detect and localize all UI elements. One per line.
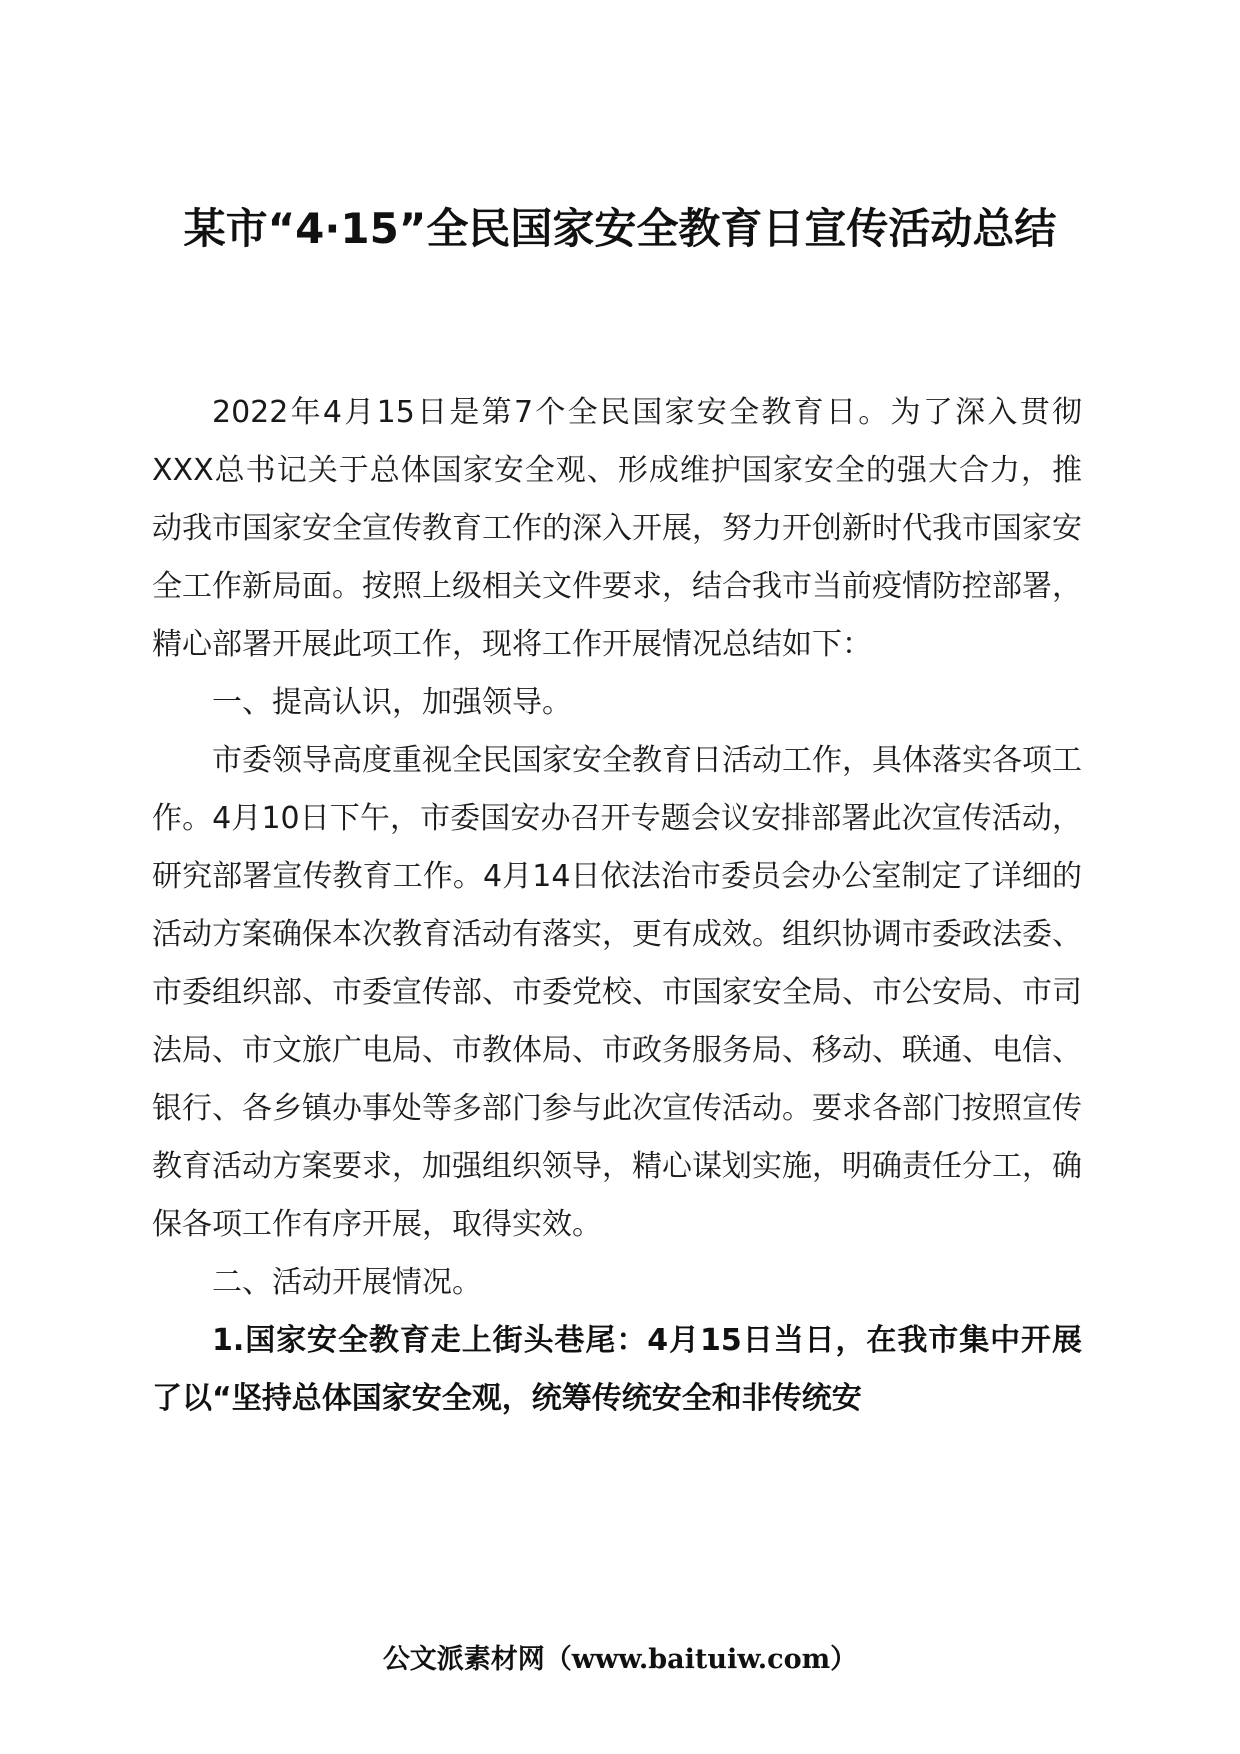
intro-paragraph: 2022年4月15日是第7个全民国家安全教育日。为了深入贯彻XXX总书记关于总体国家安全观、形成维护国家安全的强大合力，推动我市国家安全宣传教育工作的深入开展，努力开创新时代我市国家安全工作新局面。按照上级相关文件要求，结合我市当前疫情防控部署，精心部署开展此项工作，现将工作开展情况总结如下： bbox=[152, 395, 1082, 662]
subsection-1-paragraph: 1.国家安全教育走上街头巷尾：4月15日当日，在我市集中开展了以“坚持总体国家安全观，统筹传统安全和非传统安 bbox=[152, 1323, 1082, 1416]
section-1-paragraph: 市委领导高度重视全民国家安全教育日活动工作，具体落实各项工作。4月10日下午，市委国安办召开专题会议安排部署此次宣传活动，研究部署宣传教育工作。4月14日依法治市委员会办公室制定了详细的活动方案确保本次教育活动有落实，更有成效。组织协调市委政法委、市委组织部、市委宣传部、市委党校、市国家安全局、市公安局、市司法局、市文旅广电局、市教体局、市政务服务局、移动、联通、电信、银行、各乡镇办事处等多部门参与此次宣传活动。要求各部门按照宣传教育活动方案要求，加强组织领导，精心谋划实施，明确责任分工，确保各项工作有序开展，取得实效。 bbox=[152, 743, 1082, 1242]
document-title: 某市“4·15”全民国家安全教育日宣传活动总结 bbox=[183, 204, 1057, 253]
footer-watermark: 公文派素材网（www.baituiw.com） bbox=[382, 1644, 858, 1675]
section-heading-1: 一、提高认识，加强领导。 bbox=[212, 685, 572, 720]
document-body bbox=[152, 384, 1082, 1428]
section-heading-2: 二、活动开展情况。 bbox=[212, 1265, 482, 1300]
